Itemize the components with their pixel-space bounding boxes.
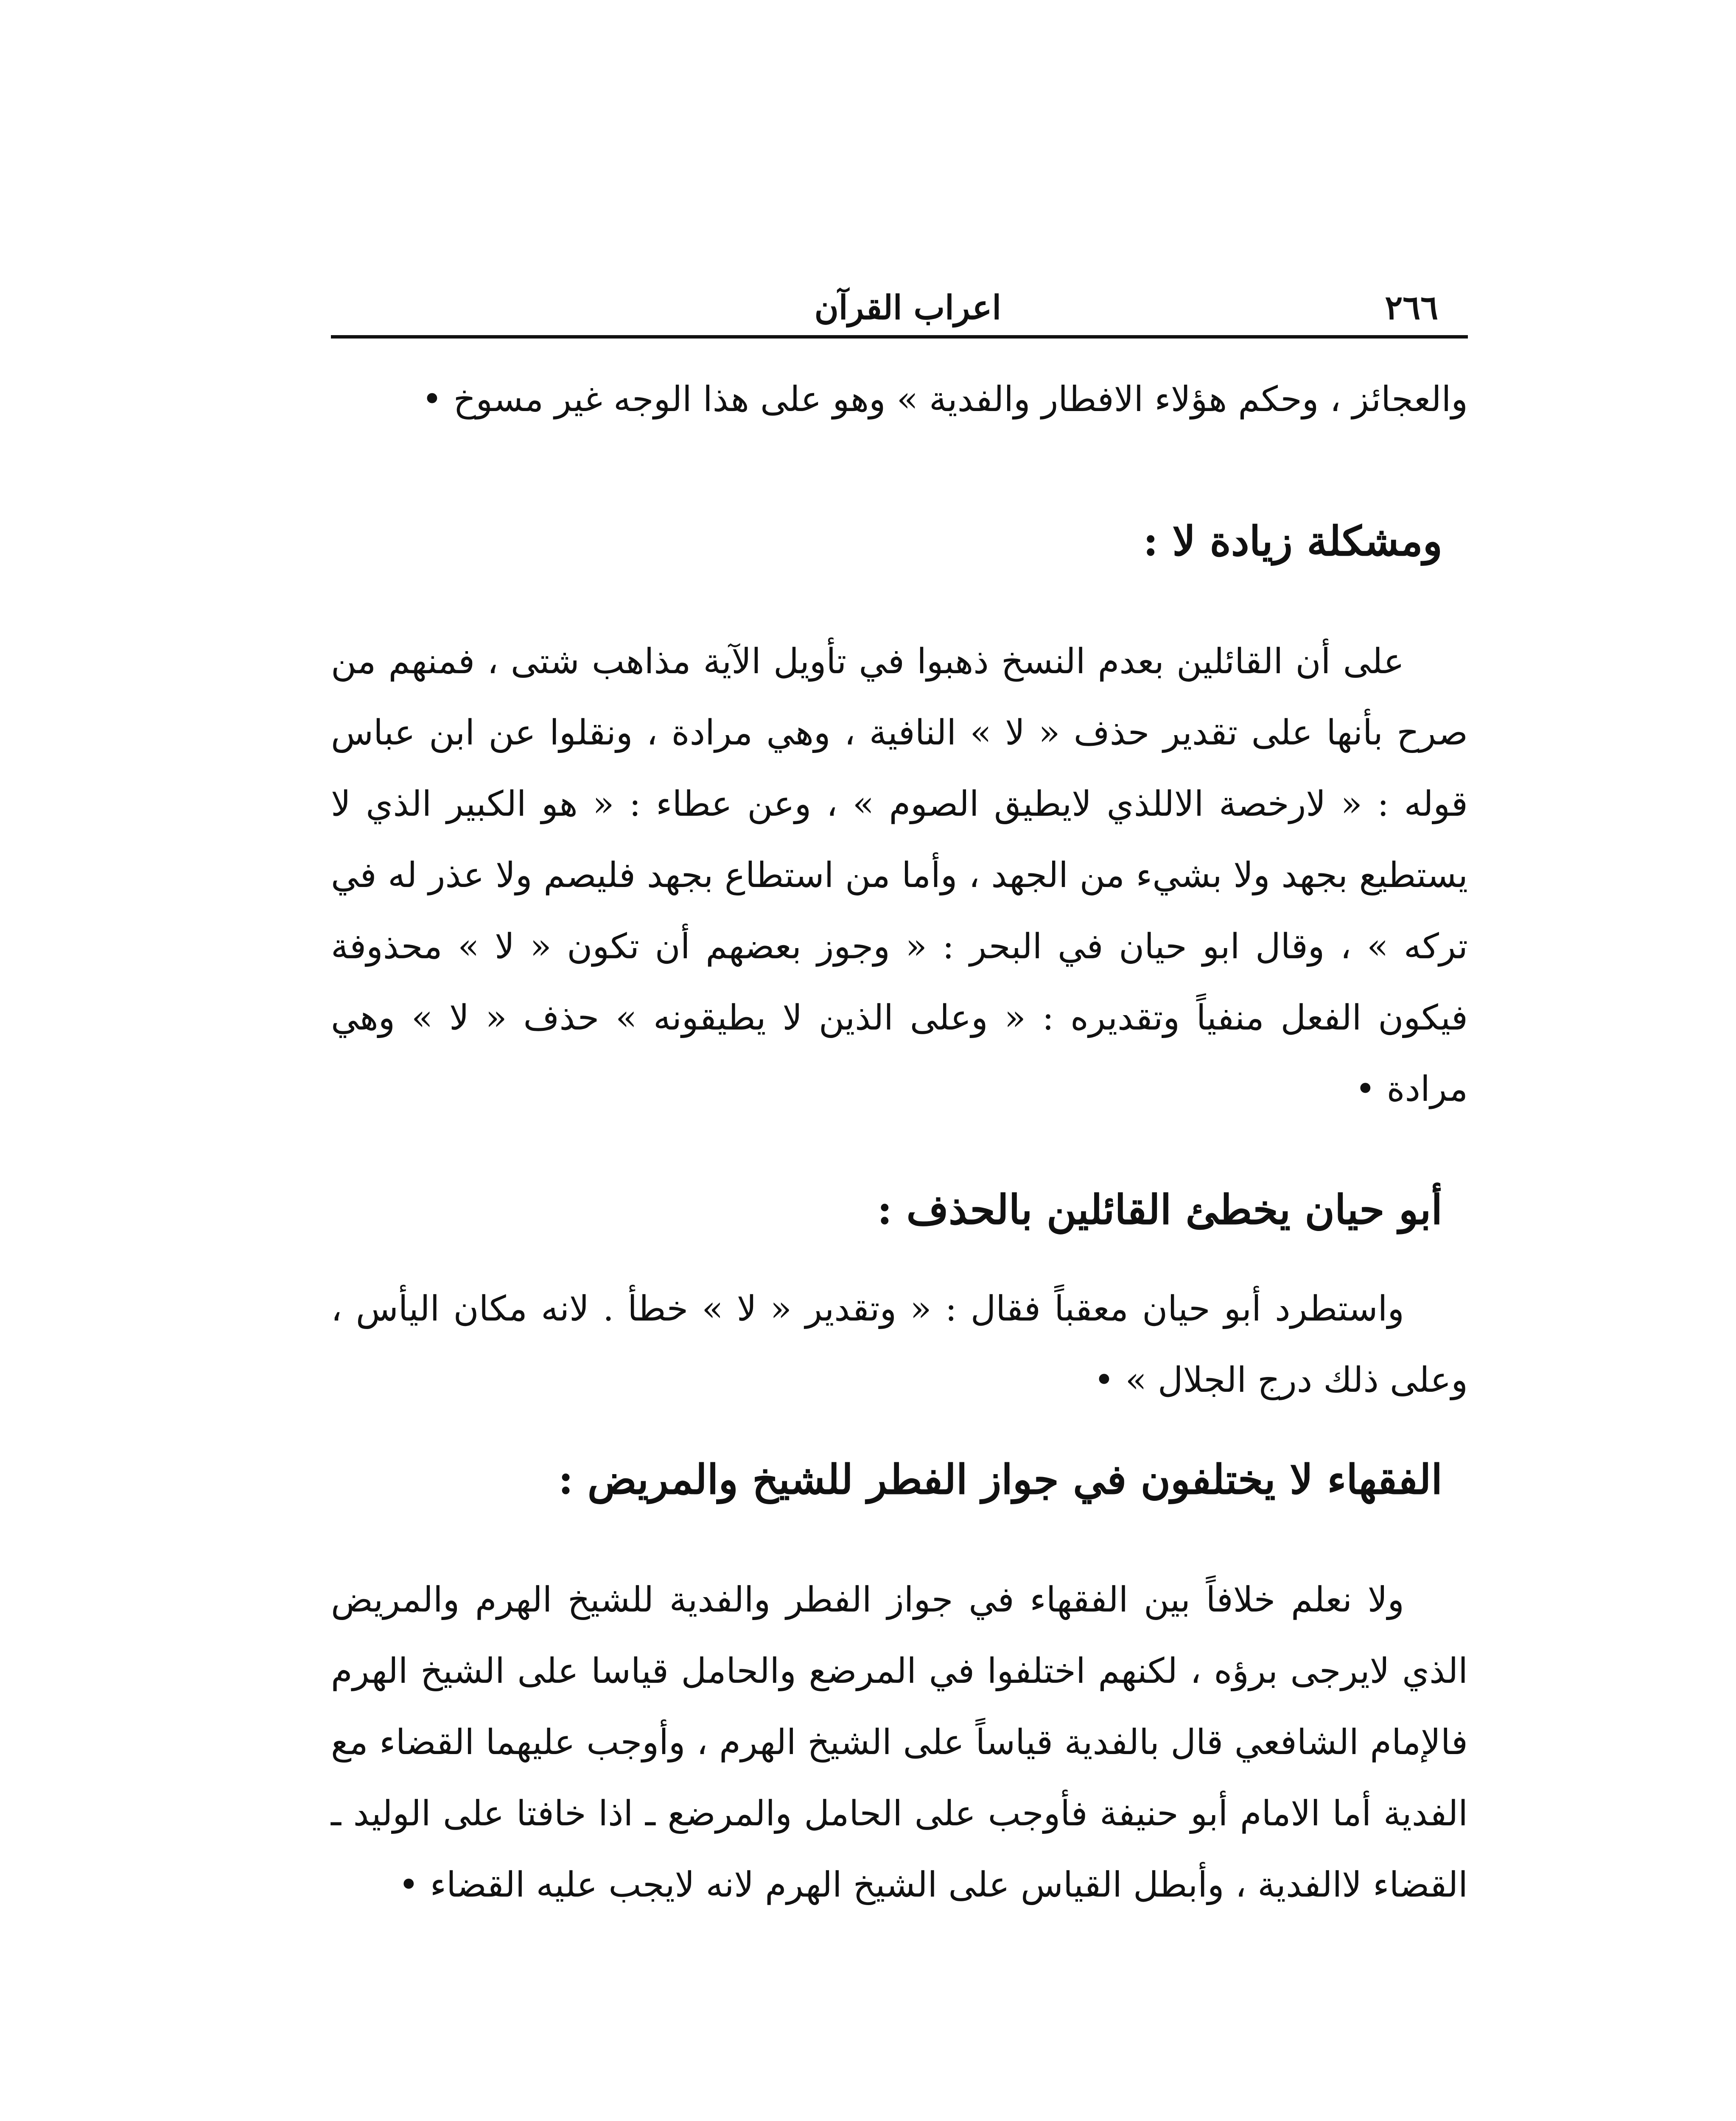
spacer — [331, 1125, 1468, 1172]
paragraph-abu-hayyan: واستطرد أبو حيان معقباً فقال : « وتقدير « لا » خطأ . لانه مكان اليأس ، وعلى ذلك درج الجلال » • — [331, 1289, 1468, 1400]
header-rule — [331, 335, 1468, 339]
spacer — [331, 1248, 1468, 1273]
spacer — [331, 579, 1468, 626]
running-title: اعراب القرآن — [814, 288, 1001, 327]
spacer — [331, 1416, 1468, 1441]
page-number: ٢٦٦ — [1385, 288, 1438, 327]
paragraph-continuation: والعجائز ، وحكم هؤلاء الافطار والفدية » وهو على هذا الوجه غير مسوخ • — [422, 379, 1468, 420]
spacer — [331, 1518, 1468, 1564]
section-heading-la-addition: ومشكلة زيادة لا : — [1143, 517, 1442, 565]
spacer — [331, 435, 1468, 503]
paragraph-jurists: ولا نعلم خلافاً بين الفقهاء في جواز الفطر والفدية للشيخ الهرم والمريض الذي لايرجى برؤه ، لكنهم اختلفوا في المرضع والحامل قياسا على الشيخ الهرم فالإمام الشافعي قال بالفدية قياساً على الشيخ الهرم ، وأوجب عليهما القضاء مع الفدية أما الامام أبو حنيفة فأوجب على الحامل والمرضع ـ اذا خافتا على الوليد ـ القضاء لاالفدية ، وأبطل القياس على الشيخ الهرم لانه لايجب عليه القضاء • — [331, 1580, 1468, 1905]
section-heading-abu-hayyan: أبو حيان يخطئ القائلين بالحذف : — [877, 1186, 1442, 1234]
section-heading-jurists: الفقهاء لا يختلفون في جواز الفطر للشيخ والمريض : — [558, 1455, 1442, 1503]
page-content — [331, 271, 1468, 1921]
running-header — [331, 271, 1468, 335]
paragraph-no-abrogation: على أن القائلين بعدم النسخ ذهبوا في تأويل الآية مذاهب شتى ، فمنهم من صرح بأنها على تقدير حذف « لا » النافية ، وهي مرادة ، ونقلوا عن ابن عباس قوله : « لارخصة الاللذي لايطيق الصوم » ، وعن عطاء : « هو الكبير الذي لا يستطيع بجهد ولا بشيء من الجهد ، وأما من استطاع بجهد فليصم ولا عذر له في تركه » ، وقال ابو حيان في البحر : « وجوز بعضهم أن تكون « لا » محذوفة فيكون الفعل منفياً وتقديره : « وعلى الذين لا يطيقونه » حذف « لا » وهي مرادة • — [331, 641, 1468, 1109]
